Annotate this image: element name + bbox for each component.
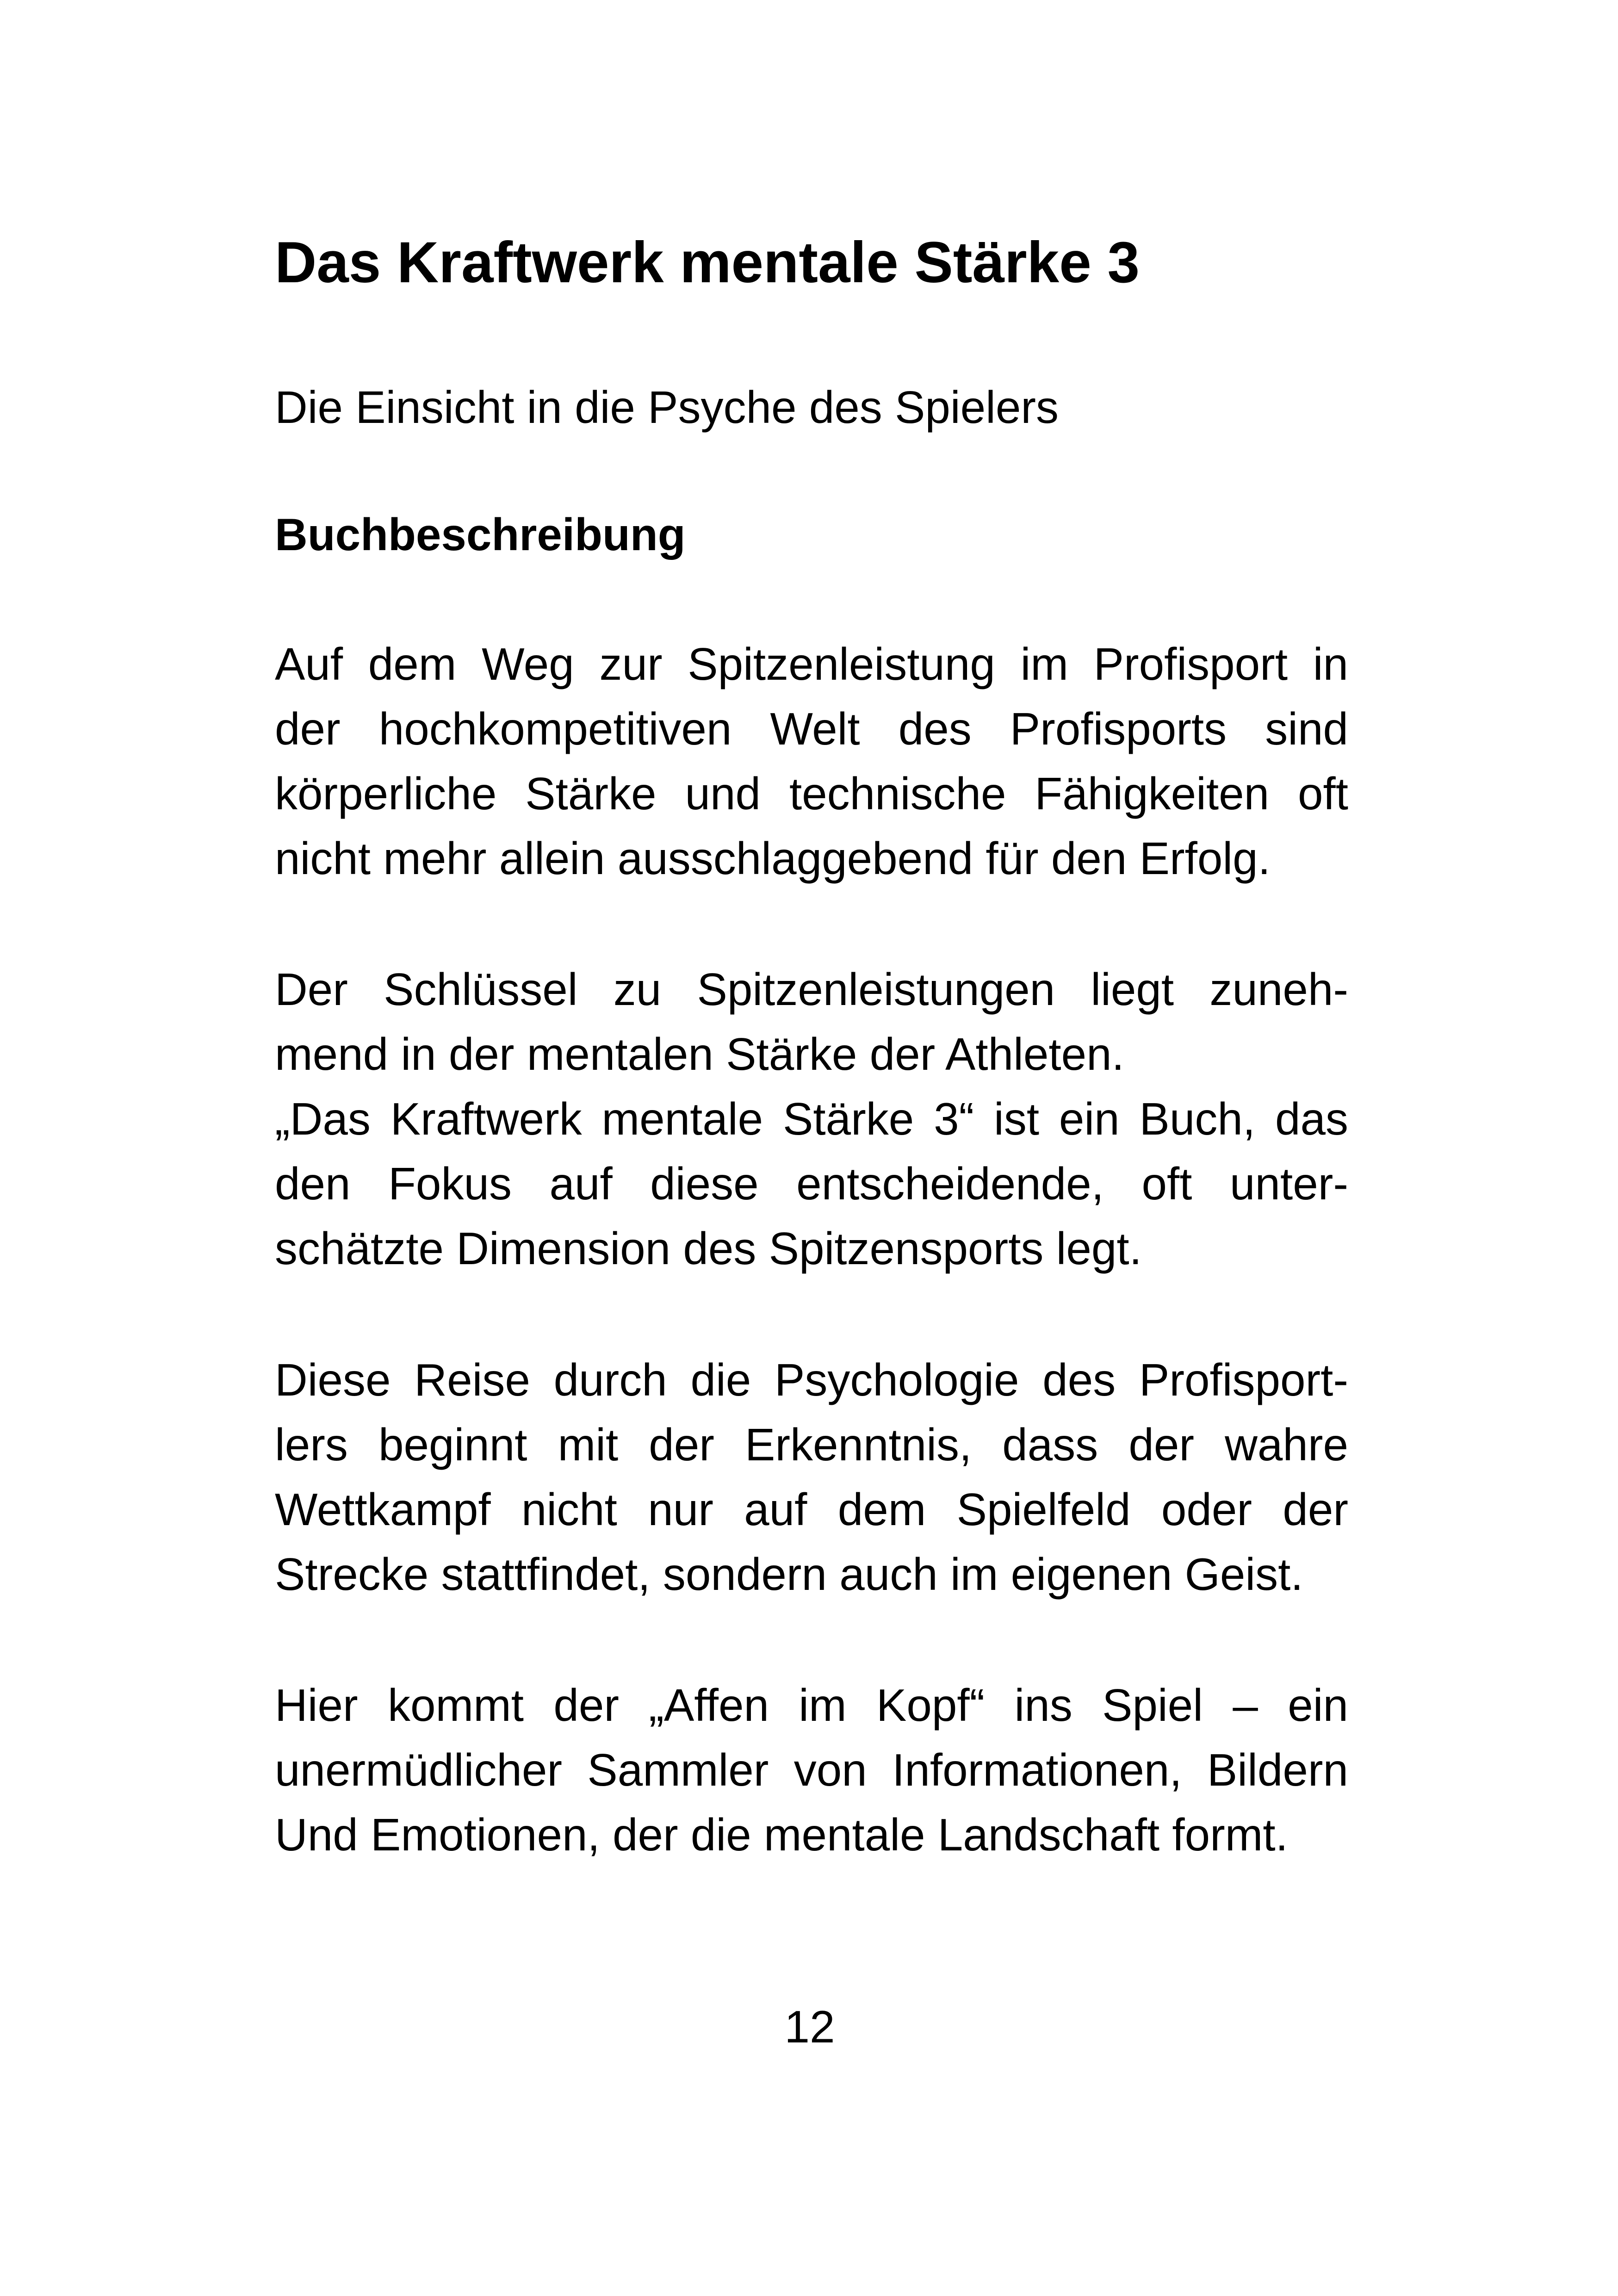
page-number: 12: [784, 2001, 835, 2052]
section-heading: Buchbeschreibung: [275, 509, 686, 560]
paragraph-line: Hier kommt der „Affen im Kopf“ ins Spiel – ein: [275, 1680, 1348, 1731]
paragraph-2: [275, 957, 1348, 1281]
paragraph-line: lers beginnt mit der Erkenntnis, dass der wahre: [275, 1419, 1348, 1470]
paragraph-line: Auf dem Weg zur Spitzenleistung im Profisport in: [275, 639, 1348, 689]
paragraph-line: schätzte Dimension des Spitzensports legt.: [275, 1223, 1142, 1274]
paragraph-line: „Das Kraftwerk mentale Stärke 3“ ist ein Buch, das: [275, 1093, 1348, 1144]
page-title: Das Kraftwerk mentale Stärke 3: [275, 230, 1140, 295]
subtitle: Die Einsicht in die Psyche des Spielers: [275, 382, 1059, 433]
paragraph-line: mend in der mentalen Stärke der Athleten.: [275, 1029, 1124, 1080]
paragraph-line: Strecke stattfindet, sondern auch im eigenen Geist.: [275, 1549, 1303, 1600]
paragraph-line: Diese Reise durch die Psychologie des Profisport-: [275, 1354, 1348, 1405]
paragraph-line: den Fokus auf diese entscheidende, oft unter-: [275, 1158, 1348, 1209]
paragraph-4: [275, 1673, 1348, 1867]
paragraph-3: [275, 1347, 1348, 1607]
paragraph-line: unermüdlicher Sammler von Informationen, Bildern: [275, 1744, 1348, 1795]
paragraph-line: Der Schlüssel zu Spitzenleistungen liegt zuneh-: [275, 964, 1348, 1015]
paragraph-line: körperliche Stärke und technische Fähigkeiten oft: [275, 768, 1348, 819]
paragraph-line: Wettkampf nicht nur auf dem Spielfeld oder der: [275, 1484, 1348, 1535]
paragraph-1: [275, 632, 1348, 891]
paragraph-line: Und Emotionen, der die mentale Landschaft formt.: [275, 1809, 1288, 1860]
paragraph-line: der hochkompetitiven Welt des Profisports sind: [275, 703, 1348, 754]
paragraph-line: nicht mehr allein ausschlaggebend für den Erfolg.: [275, 833, 1271, 884]
